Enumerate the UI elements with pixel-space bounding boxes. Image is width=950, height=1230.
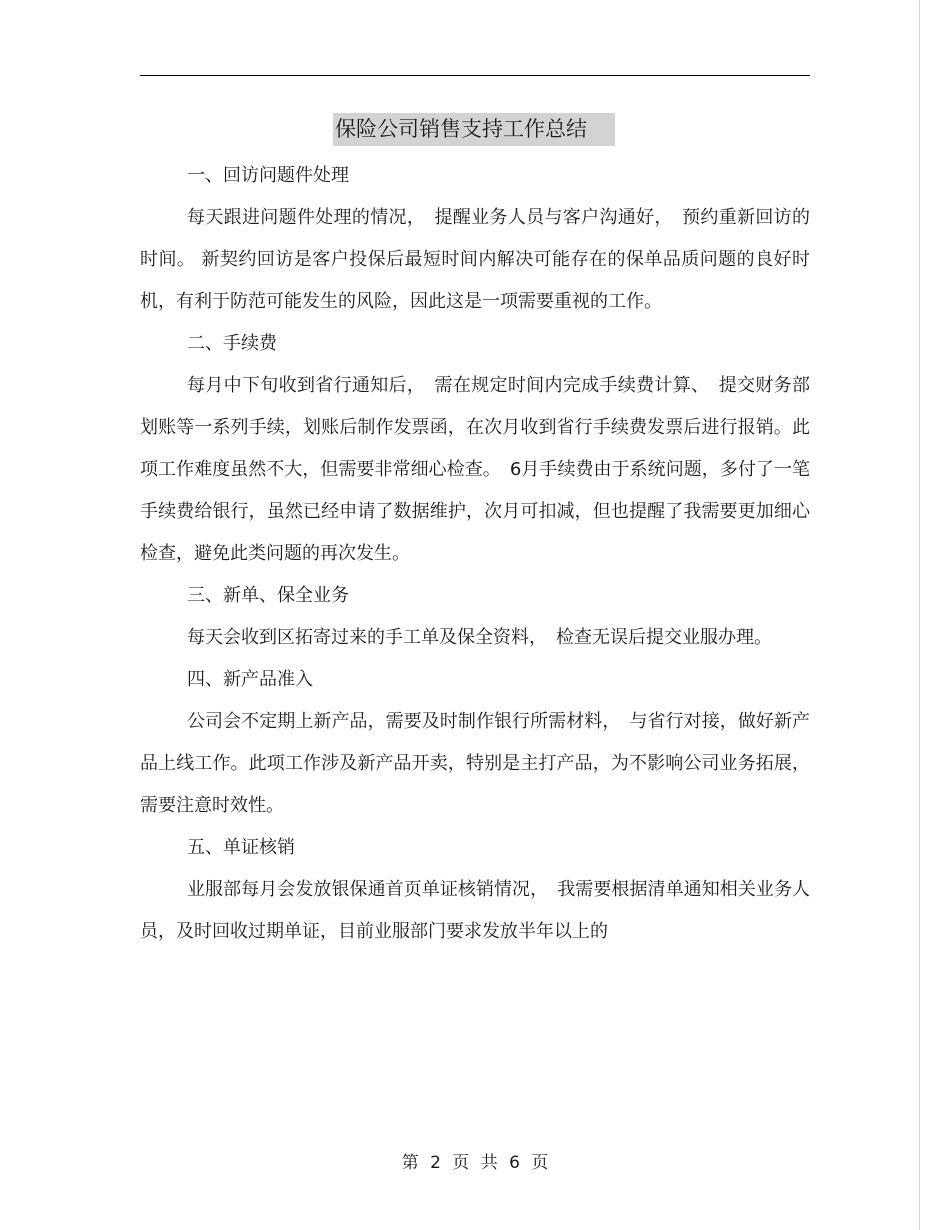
- section-paragraph-certificate: 业服部每月会发放银保通首页单证核销情况， 我需要根据清单通知相关业务人员，及时回收过期单证，目前业服部门要求发放半年以上的: [140, 879, 810, 942]
- document-body: [140, 155, 810, 953]
- section-heading-commission: 二、手续费: [187, 333, 277, 354]
- section-heading-new-product: 四、新产品准入: [187, 669, 313, 690]
- document-title: 保险公司销售支持工作总结: [333, 113, 615, 146]
- section-paragraph-new-product: 公司会不定期上新产品，需要及时制作银行所需材料， 与省行对接，做好新产品上线工作。此项工作涉及新产品开卖，特别是主打产品，为不影响公司业务拓展，需要注意时效性。: [140, 711, 810, 816]
- title-container: [0, 113, 950, 146]
- section-paragraph-commission: 每月中下旬收到省行通知后， 需在规定时间内完成手续费计算、 提交财务部划账等一系列手续，划账后制作发票函，在次月收到省行手续费发票后进行报销。此项工作难度虽然不大，但需要非常细心检查。 6月手续费由于系统问题，多付了一笔手续费给银行，虽然已经申请了数据维护，次月可扣减，但也提醒了我需要更加细心检查，避免此类问题的再次发生。: [140, 375, 810, 564]
- section-paragraph-revisit: 每天跟进问题件处理的情况， 提醒业务人员与客户沟通好， 预约重新回访的时间。 新契约回访是客户投保后最短时间内解决可能存在的保单品质问题的良好时机，有利于防范可能发生的风险，因此这是一项需要重视的工作。: [140, 207, 810, 312]
- section-paragraph-new-policy: 每天会收到区拓寄过来的手工单及保全资料， 检查无误后提交业服办理。: [187, 627, 772, 648]
- section-heading-new-policy: 三、新单、保全业务: [187, 585, 349, 606]
- page-edge-line: [919, 0, 920, 1230]
- page-number: 第 2 页 共 6 页: [401, 1153, 549, 1173]
- section-heading-revisit: 一、回访问题件处理: [187, 165, 349, 186]
- header-rule: [140, 75, 810, 76]
- section-heading-certificate: 五、单证核销: [187, 837, 295, 858]
